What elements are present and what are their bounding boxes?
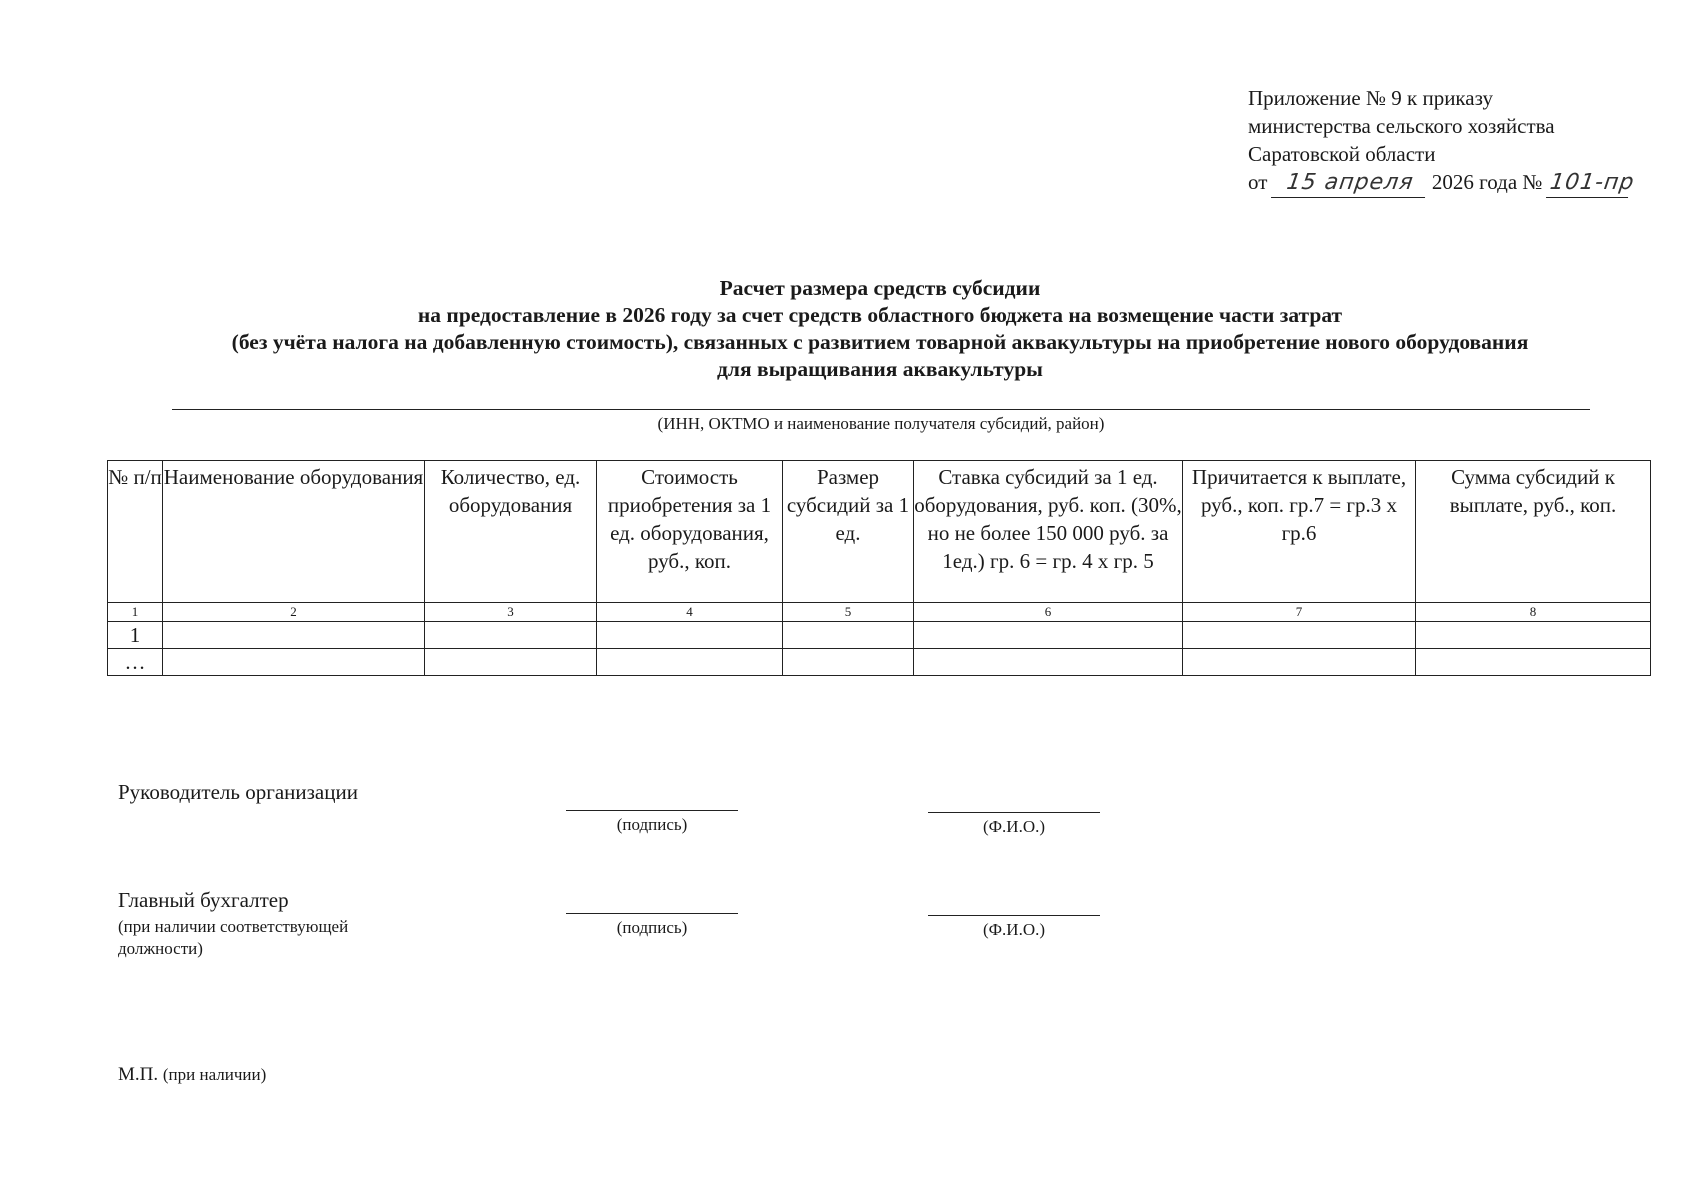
handwritten-date: 15 апреля [1271,169,1429,198]
column-number: 2 [163,603,425,622]
subsidy-table [107,460,1651,676]
column-number: 5 [783,603,914,622]
stamp-label: М.П. [118,1064,159,1085]
header-cell: Наименование оборудования [163,461,425,603]
table-cell[interactable] [914,649,1183,676]
head-of-organization-label: Руководитель организации [118,780,358,804]
table-cell[interactable] [1416,649,1651,676]
table-cell[interactable] [163,649,425,676]
table-row [108,622,1651,649]
row-number: … [108,649,163,676]
title-line-3: (без учёта налога на добавленную стоимость), связанных с развитием товарной аквакультуры на приобретение нового оборудования [231,330,1529,354]
chief-accountant-note [118,916,348,960]
year-text: 2026 года № [1431,170,1543,194]
appendix-line-2: министерства сельского хозяйства [1248,114,1555,138]
accountant-signature-line[interactable] [566,913,738,914]
appendix-line-1: Приложение № 9 к приказу [1248,86,1493,110]
head-name-caption: (Ф.И.О.) [982,817,1046,836]
stamp-note: (при наличии) [162,1065,267,1084]
header-cell: Сумма субсидий к выплате, руб., коп. [1416,461,1651,603]
table-cell[interactable] [914,622,1183,649]
document-title [100,275,1660,383]
recipient-fill-line[interactable] [172,409,1590,410]
column-number-row [108,603,1651,622]
date-prefix: от [1248,170,1268,194]
stamp-place [118,1064,266,1086]
table-cell[interactable] [1183,649,1416,676]
header-cell: Стоимость приобретения за 1 ед. оборудования, руб., коп. [597,461,783,603]
row-number: 1 [108,622,163,649]
recipient-caption: (ИНН, ОКТМО и наименование получателя субсидий, район) [657,414,1105,433]
table-row [108,649,1651,676]
header-cell: Причитается к выплате, руб., коп. гр.7 = гр.3 х гр.6 [1183,461,1416,603]
table-cell[interactable] [783,649,914,676]
table-cell[interactable] [425,649,597,676]
chief-accountant-label: Главный бухгалтер [118,888,289,912]
head-signature-caption: (подпись) [616,815,688,834]
accountant-name-line[interactable] [928,915,1100,916]
column-number: 8 [1416,603,1651,622]
handwritten-number: 101-пр [1546,169,1632,198]
column-number: 3 [425,603,597,622]
header-cell: Размер субсидий за 1 ед. [783,461,914,603]
title-line-1: Расчет размера средств субсидии [719,276,1041,300]
accountant-note-line-2: должности) [118,939,203,958]
head-name-line[interactable] [928,812,1100,813]
title-line-4: для выращивания аквакультуры [717,357,1043,381]
accountant-note-line-1: (при наличии соответствующей [118,917,349,936]
table-cell[interactable] [597,622,783,649]
column-number: 1 [108,603,163,622]
table-cell[interactable] [425,622,597,649]
table-cell[interactable] [1183,622,1416,649]
table-cell[interactable] [597,649,783,676]
table-cell[interactable] [1416,622,1651,649]
column-number: 7 [1183,603,1416,622]
header-cell: Количество, ед. оборудования [425,461,597,603]
column-number: 4 [597,603,783,622]
header-cell: № п/п [108,461,163,603]
column-number: 6 [914,603,1183,622]
appendix-line-3: Саратовской области [1248,142,1436,166]
appendix-block [1248,84,1636,198]
title-line-2: на предоставление в 2026 году за счет средств областного бюджета на возмещение части затрат [417,303,1343,327]
table-cell[interactable] [163,622,425,649]
appendix-date-line [1248,168,1636,198]
header-row [108,461,1651,603]
accountant-signature-caption: (подпись) [616,918,688,937]
header-cell: Ставка субсидий за 1 ед. оборудования, руб. коп. (30%, но не более 150 000 руб. за 1ед.) гр. 6 = гр. 4 х гр. 5 [914,461,1183,603]
accountant-name-caption: (Ф.И.О.) [982,920,1046,939]
table-cell[interactable] [783,622,914,649]
head-signature-line[interactable] [566,810,738,811]
